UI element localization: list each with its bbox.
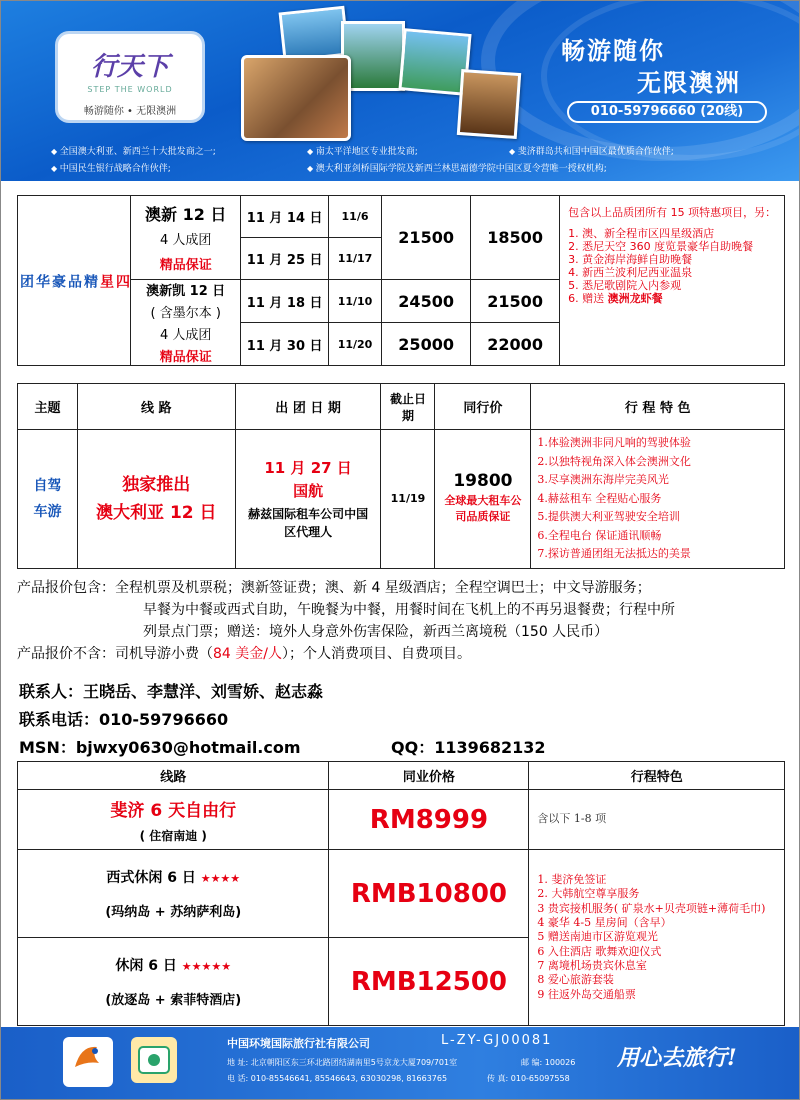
feature-item: 9 往返外岛交通船票 — [537, 987, 636, 1001]
company-tel: 电 话: 010-85546641, 85546643, 63030298, 81663765 — [227, 1074, 448, 1083]
includes-label: 产品报价包含： — [17, 580, 115, 596]
cutoff-date: 11/20 — [328, 323, 381, 366]
cutoff-date: 11/17 — [328, 238, 381, 280]
departure-date: 11 月 30 日 — [241, 323, 328, 366]
price-note: 全球最大租车公司品质保证 — [444, 493, 522, 523]
peer-price: RM8999 — [329, 790, 529, 850]
route-cell — [18, 850, 329, 938]
includes-text: 列景点门票；赠送：境外人身意外伤害保险，新西兰离境税（150 人民币） — [143, 624, 609, 640]
feature-item: 4.赫兹租车 全程贴心服务 — [537, 491, 662, 505]
route-name-line — [18, 867, 328, 887]
cutoff-date: 11/10 — [328, 280, 381, 323]
tour-features — [529, 850, 785, 1026]
feature-item: 2.以独特视角深入体会澳洲文化 — [537, 454, 691, 468]
photo-fiji-girl — [457, 69, 521, 139]
departure-date: 11 月 14 日 — [241, 196, 328, 238]
route-name: 斐济 6 天自由行 — [110, 800, 237, 821]
feature-item: 4 豪华 4-5 星房间（含早） — [537, 916, 672, 930]
col-header-cutoff: 截止日期 — [381, 384, 435, 430]
feature-item: 2. 悉尼天空 360 度览景豪华自助晚餐 — [568, 240, 754, 253]
footer-bar — [1, 1027, 800, 1100]
excludes-label: 产品报价不含： — [17, 646, 115, 662]
route-cell — [18, 790, 329, 850]
footer-slogan: 用心去旅行! — [617, 1045, 737, 1071]
slogan-line-1: 畅游随你 — [561, 37, 665, 65]
quality-guarantee: 精品保证 — [159, 350, 212, 365]
retail-price: 21500 — [382, 196, 471, 280]
departure-date: 11 月 18 日 — [241, 280, 328, 323]
route-cell — [77, 430, 235, 569]
route-cell — [131, 196, 241, 280]
feature-item: 3.尽享澳洲东海岸完美风光 — [537, 473, 669, 486]
peer-price: RMB12500 — [329, 938, 529, 1026]
peer-price: 22000 — [471, 323, 560, 366]
bullet-item: ◆ 澳大利亚剑桥国际学院及新西兰林思福德学院中国区夏令营唯一授权机构; — [307, 161, 607, 174]
feature-item: 6 入住酒店 歌舞欢迎仪式 — [537, 944, 662, 958]
kangaroo-icon — [63, 1037, 113, 1077]
route-name: 澳新凯 12 日 — [146, 284, 226, 299]
tour-features — [560, 196, 785, 366]
route-islands: (玛纳岛 + 苏纳萨利岛) — [105, 905, 242, 920]
feature-item: 7 离境机场贵宾休息室 — [537, 958, 647, 972]
feature-item: 5 赠送南迪市区游览观光 — [537, 930, 658, 944]
australia-tourism-logo — [63, 1037, 113, 1087]
retail-price: 24500 — [382, 280, 471, 323]
includes-text: 早餐为中餐或西式自助，午晚餐为中餐，用餐时间在飞机上的不再另退餐费；行程中所 — [143, 602, 675, 618]
star-rating: ★★★★★ — [181, 960, 232, 973]
feature-item: 2. 大韩航空尊享服务 — [537, 887, 640, 901]
col-header-peer-price: 同业价格 — [329, 762, 529, 790]
col-header-theme: 主题 — [18, 384, 78, 430]
slogan-line-2: 无限澳洲 — [637, 69, 741, 97]
col-header-features: 行 程 特 色 — [531, 384, 785, 430]
fiji-logo-icon — [131, 1037, 177, 1083]
price-includes: 产品报价包含：全程机票及机票税；澳新签证费；澳、新 4 星级酒店；全程空调巴士；中文导游服务； 早餐为中餐或西式自助，午晚餐为中餐，用餐时间在飞机上的不再另退餐费；行程中所 列景点门票；赠送：境外人身意外伤害保险，新西兰离境税（150 人民币） 产品报价不含：司机导游小费（84 美金/人）；个人消费项目、自费项目。 — [17, 577, 787, 665]
hotline-number: 010-59796660 (20线) — [567, 101, 767, 123]
header-banner — [1, 1, 800, 181]
tour-features — [531, 430, 785, 569]
route-note: ( 含墨尔本 ) — [150, 306, 221, 321]
route-name: 休闲 6 日 — [115, 958, 177, 974]
feature-item: 8 爱心旅游套装 — [537, 973, 614, 987]
msn-contact: MSN：bjwxy0630@hotmail.com — [19, 738, 301, 757]
logo-main-text: 行天下 — [90, 52, 169, 82]
photo-beach — [279, 6, 350, 63]
route-cell — [131, 280, 241, 366]
cutoff-date: 11/6 — [328, 196, 381, 238]
logo-sub-text: STEP THE WORLD — [87, 85, 173, 94]
feature-item: 3. 黄金海岸海鲜自助晚餐 — [568, 253, 693, 266]
theme-cell: 自驾 车游 — [18, 430, 78, 569]
license-number: L-ZY-GJ00081 — [441, 1033, 553, 1048]
col-header-route: 线 路 — [77, 384, 235, 430]
contact-people: 联系人：王晓岳、李慧洋、刘雪娇、赵志淼 — [19, 682, 324, 701]
peer-price: RMB10800 — [329, 850, 529, 938]
rental-partner: 赫兹国际租车公司中国区代理人 — [248, 506, 369, 539]
group-size: 4 人成团 — [160, 328, 212, 343]
route-name: 澳大利亚 12 日 — [96, 502, 217, 523]
feature-item: 1. 斐济免签证 — [537, 873, 607, 887]
col-header-features: 行程特色 — [529, 762, 785, 790]
col-header-route: 线路 — [18, 762, 329, 790]
route-islands: (放逐岛 + 索菲特酒店) — [105, 993, 242, 1008]
quality-guarantee: 精品保证 — [159, 258, 212, 273]
partner-logo — [131, 1037, 177, 1083]
departure-date: 11 月 25 日 — [241, 238, 328, 280]
col-header-peer-price: 同行价 — [435, 384, 531, 430]
company-fax: 传 真: 010-65097558 — [487, 1074, 570, 1083]
route-name: 西式休闲 6 日 — [106, 870, 196, 886]
bullet-item: ◆ 中国民生银行战略合作伙伴; — [51, 161, 171, 174]
retail-price: 25000 — [382, 323, 471, 366]
feature-item: 6.全程电台 保证通讯顺畅 — [537, 528, 662, 542]
tip-amount: 84 美金/人 — [213, 646, 282, 662]
cutoff-date: 11/19 — [381, 430, 435, 569]
route-hotel: ( 住宿南迪 ) — [139, 828, 207, 843]
postcode: 邮 编: 100026 — [521, 1058, 576, 1067]
peer-price: 21500 — [471, 280, 560, 323]
price-cell — [435, 430, 531, 569]
route-name-line — [18, 955, 328, 975]
departure-date: 11 月 27 日 — [264, 458, 352, 477]
self-drive-table — [17, 383, 785, 569]
feature-item: 5.提供澳大利亚驾驶安全培训 — [537, 510, 680, 523]
feature-item: 7.探访普通团组无法抵达的美景 — [537, 547, 691, 560]
company-name: 中国环境国际旅行社有限公司 — [227, 1037, 370, 1050]
bullet-item: ◆ 全国澳大利亚、新西兰十大批发商之一; — [51, 144, 216, 157]
photo-kangaroo-child — [241, 55, 351, 141]
peer-price: 19800 — [453, 470, 513, 491]
company-address: 地 址: 北京朝阳区东三环北路团结湖南里5号京龙大厦709/701室 — [227, 1058, 458, 1067]
luxury-tour-table — [17, 195, 785, 366]
brand-logo — [55, 31, 205, 123]
logo-slogan: 畅游随你 • 无限澳洲 — [83, 106, 177, 117]
contact-phone: 联系电话：010-59796660 — [19, 710, 229, 729]
date-cell — [235, 430, 381, 569]
peer-price: 18500 — [471, 196, 560, 280]
feature-item: 5. 悉尼歌剧院入内参观 — [568, 279, 682, 292]
feature-item: 6. 赠送 澳洲龙虾餐 — [568, 292, 663, 305]
feature-item: 3 贵宾接机服务( 矿泉水+贝壳项链+薄荷毛巾) — [537, 901, 766, 915]
feature-item: 1.体验澳洲非同凡响的驾驶体验 — [537, 436, 691, 449]
feature-item: 1. 澳、新全程市区四星级酒店 — [568, 227, 715, 240]
bullet-item: ◆ 南太平洋地区专业批发商; — [307, 144, 418, 157]
route-cell — [18, 938, 329, 1026]
features-head: 包含以上品质团所有 15 项特惠项目，另： — [568, 206, 777, 219]
feature-item: 4. 新西兰波利尼西亚温泉 — [568, 266, 693, 279]
route-exclusive: 独家推出 — [122, 474, 191, 495]
group-label: 四 星 精 品 豪 华 团 — [18, 196, 131, 366]
feature-summary: 含以下 1-8 项 — [529, 790, 785, 850]
qq-contact: QQ：1139682132 — [391, 738, 546, 757]
airline: 国航 — [293, 481, 324, 500]
star-rating: ★★★★ — [200, 872, 241, 885]
col-header-date: 出 团 日 期 — [235, 384, 381, 430]
route-name: 澳新 12 日 — [145, 205, 227, 224]
fiji-tour-table — [17, 761, 785, 1026]
includes-text: 全程机票及机票税；澳新签证费；澳、新 4 星级酒店；全程空调巴士；中文导游服务； — [115, 580, 651, 596]
group-size: 4 人成团 — [160, 233, 212, 248]
bullet-item: ◆ 斐济群岛共和国中国区最优质合作伙伴; — [509, 144, 674, 157]
